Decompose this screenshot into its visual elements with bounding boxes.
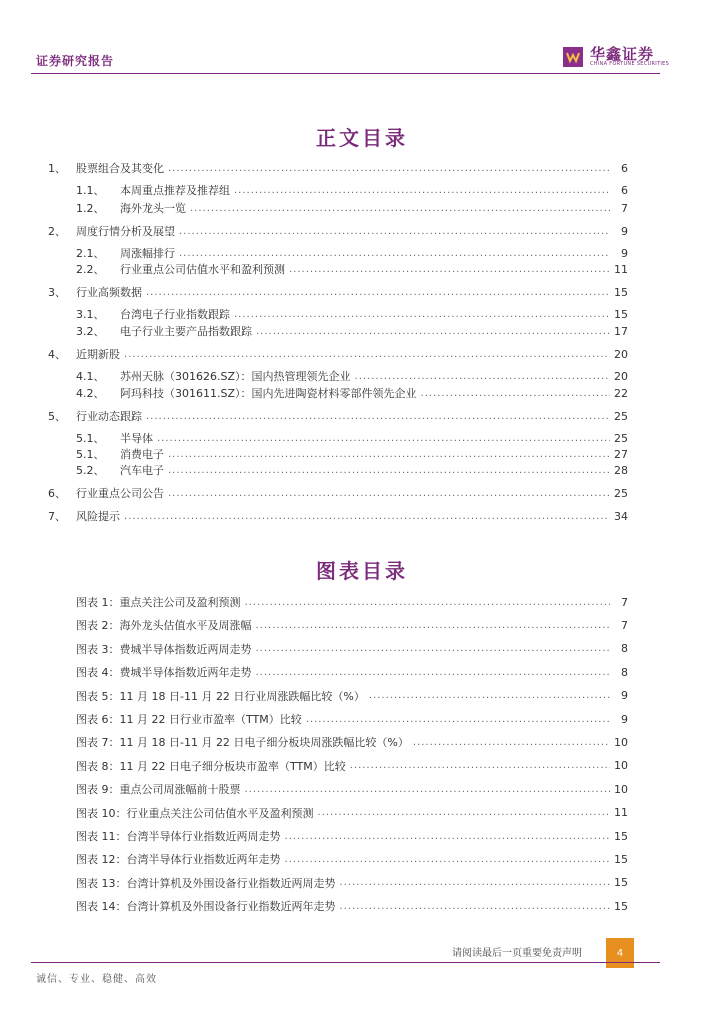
figure-entry[interactable] xyxy=(76,875,628,891)
figure-entry-title: 图表 9：重点公司周涨幅前十股票 xyxy=(76,783,241,797)
toc-entry-title: 阿玛科技（301611.SZ）：国内先进陶瓷材料零部件领先企业 xyxy=(120,387,417,400)
figure-entry-page: 10 xyxy=(614,759,628,773)
toc-entry-page: 20 xyxy=(614,369,628,383)
page-header xyxy=(0,0,724,75)
figure-leader-dots xyxy=(285,831,611,842)
figure-leader-dots xyxy=(369,690,610,701)
toc-entry[interactable] xyxy=(48,284,628,300)
toc-entry-number: 3.2、 xyxy=(76,325,105,338)
toc-entry[interactable] xyxy=(76,306,628,322)
figure-entry-page: 15 xyxy=(614,852,628,866)
figures-title: 图表目录 xyxy=(316,559,408,583)
figure-entry-page: 10 xyxy=(614,735,628,749)
toc-leader-dots xyxy=(168,163,610,174)
toc-entry-page: 34 xyxy=(614,509,628,523)
figure-entry-page: 15 xyxy=(614,829,628,843)
toc-leader-dots xyxy=(234,309,610,320)
figure-leader-dots xyxy=(306,714,610,725)
toc-entry[interactable] xyxy=(76,446,628,462)
toc-entry-page: 7 xyxy=(621,201,628,215)
disclaimer-note: 请阅读最后一页重要免责声明 xyxy=(452,948,582,959)
figure-leader-dots xyxy=(256,667,611,678)
toc-entry-title: 股票组合及其变化 xyxy=(76,162,164,175)
figure-entry-title: 图表 1：重点关注公司及盈利预测 xyxy=(76,596,241,609)
toc-entry[interactable] xyxy=(76,261,628,277)
toc-entry-number: 5.2、 xyxy=(76,464,105,477)
toc-leader-dots xyxy=(124,349,610,360)
toc-entry-page: 25 xyxy=(614,409,628,423)
toc-entry-page: 25 xyxy=(614,431,628,445)
figure-entry-title: 图表 10：行业重点关注公司估值水平及盈利预测 xyxy=(76,806,314,820)
figure-entry-title: 图表 14：台湾计算机及外围设备行业指数近两年走势 xyxy=(76,900,336,914)
figure-entry-page: 8 xyxy=(621,642,628,656)
figure-entry-title: 图表 8：11 月 22 日电子细分板块市盈率（TTM）比较 xyxy=(76,759,346,773)
header-divider xyxy=(31,73,660,74)
toc-entry-page: 17 xyxy=(614,324,628,338)
toc-entry-page: 9 xyxy=(621,224,628,238)
figure-entry-title: 图表 7：11 月 18 日-11 月 22 日电子细分板块周涨跌幅比较（%） xyxy=(76,736,409,750)
toc-entry-number: 4.2、 xyxy=(76,387,105,400)
figure-entry[interactable] xyxy=(76,758,628,774)
toc-title: 正文目录 xyxy=(316,126,408,150)
toc-leader-dots xyxy=(190,203,610,214)
toc-leader-dots xyxy=(124,511,610,522)
toc-entry-title: 电子行业主要产品指数跟踪 xyxy=(120,325,252,338)
toc-entry-title: 台湾电子行业指数跟踪 xyxy=(120,308,230,321)
toc-entry-title: 半导体 xyxy=(120,432,153,445)
report-type-label: 证券研究报告 xyxy=(36,54,115,68)
figure-entry-page: 9 xyxy=(621,689,628,703)
page-number: 4 xyxy=(606,938,634,968)
toc-entry-page: 9 xyxy=(621,246,628,260)
logo-text-cn: 华鑫证券 xyxy=(590,45,655,63)
toc-entry-number: 5.1、 xyxy=(76,432,105,445)
toc-entry-number: 4.1、 xyxy=(76,370,105,383)
logo-text-en: CHINA FORTUNE SECURITIES xyxy=(590,61,670,67)
figure-leader-dots xyxy=(340,901,611,912)
figure-entry[interactable] xyxy=(76,851,628,867)
figure-entry-title: 图表 11：台湾半导体行业指数近两周走势 xyxy=(76,830,281,843)
figure-entry[interactable] xyxy=(76,594,628,610)
toc-entry[interactable] xyxy=(76,182,628,198)
toc-entry-page: 28 xyxy=(614,463,628,477)
figure-entry-page: 15 xyxy=(614,876,628,890)
toc-entry[interactable] xyxy=(76,430,628,446)
toc-entry-number: 1.1、 xyxy=(76,184,105,197)
toc-entry-title: 行业重点公司公告 xyxy=(76,487,164,500)
toc-entry[interactable] xyxy=(76,385,628,401)
toc-leader-dots xyxy=(355,371,610,382)
figure-entry[interactable] xyxy=(76,617,628,633)
toc-entry[interactable] xyxy=(76,245,628,261)
toc-entry-number: 5.1、 xyxy=(76,448,105,461)
logo-mark-icon xyxy=(563,47,583,67)
toc-entry-number: 2.1、 xyxy=(76,247,105,260)
toc-entry[interactable] xyxy=(76,462,628,478)
toc-entry[interactable] xyxy=(76,200,628,216)
figure-entry-page: 11 xyxy=(614,806,628,820)
toc-entry-page: 6 xyxy=(621,183,628,197)
toc-entry-number: 2.2、 xyxy=(76,263,105,276)
toc-leader-dots xyxy=(168,488,610,499)
figure-entry[interactable] xyxy=(76,734,628,750)
figure-entry-page: 10 xyxy=(614,782,628,796)
figure-entry-page: 15 xyxy=(614,899,628,913)
figure-entry-page: 7 xyxy=(621,595,628,609)
figure-entry[interactable] xyxy=(76,641,628,657)
toc-leader-dots xyxy=(146,411,610,422)
toc-leader-dots xyxy=(179,226,610,237)
toc-leader-dots xyxy=(146,287,610,298)
toc-leader-dots xyxy=(157,433,610,444)
toc-entry-title: 周涨幅排行 xyxy=(120,247,175,260)
toc-entry-title: 风险提示 xyxy=(76,510,120,523)
toc-entry-title: 行业高频数据 xyxy=(76,286,142,299)
toc-entry-title: 消费电子 xyxy=(120,448,164,461)
toc-entry[interactable] xyxy=(48,408,628,424)
figure-entry[interactable] xyxy=(76,781,628,797)
figure-entry-page: 9 xyxy=(621,712,628,726)
toc-entry-title: 海外龙头一览 xyxy=(120,202,186,215)
figure-entry-title: 图表 2：海外龙头估值水平及周涨幅 xyxy=(76,619,252,633)
figure-entry[interactable] xyxy=(76,664,628,680)
figure-entry-title: 图表 13：台湾计算机及外围设备行业指数近两周走势 xyxy=(76,876,336,890)
toc-entry-number: 1、 xyxy=(48,162,66,175)
toc-entry-number: 6、 xyxy=(48,487,66,500)
toc-entry-title: 行业动态跟踪 xyxy=(76,410,142,423)
figure-leader-dots xyxy=(318,807,611,818)
toc-leader-dots xyxy=(421,388,610,399)
toc-entry[interactable] xyxy=(48,508,628,524)
toc-entry-page: 6 xyxy=(621,161,628,175)
toc-entry[interactable] xyxy=(48,223,628,239)
toc-entry-number: 1.2、 xyxy=(76,202,105,215)
figure-leader-dots xyxy=(245,784,611,795)
figure-entry-title: 图表 12：台湾半导体行业指数近两年走势 xyxy=(76,853,281,867)
figure-entry[interactable] xyxy=(76,711,628,727)
figure-leader-dots xyxy=(340,877,611,888)
toc-entry-number: 2、 xyxy=(48,225,66,238)
figure-entry-title: 图表 6：11 月 22 日行业市盈率（TTM）比较 xyxy=(76,713,302,726)
figure-entry-title: 图表 3：费城半导体指数近两周走势 xyxy=(76,642,252,656)
figure-leader-dots xyxy=(350,760,610,771)
figure-leader-dots xyxy=(413,737,610,748)
toc-entry-page: 25 xyxy=(614,486,628,500)
toc-leader-dots xyxy=(234,185,610,196)
figure-entry-page: 8 xyxy=(621,665,628,679)
figure-entry[interactable] xyxy=(76,688,628,704)
toc-entry[interactable] xyxy=(76,323,628,339)
figure-entry[interactable] xyxy=(76,898,628,914)
toc-leader-dots xyxy=(168,465,610,476)
figure-entry-title: 图表 4：费城半导体指数近两年走势 xyxy=(76,666,252,680)
figure-entry[interactable] xyxy=(76,828,628,844)
toc-entry-page: 27 xyxy=(614,447,628,461)
toc-entry-number: 3、 xyxy=(48,286,66,299)
toc-leader-dots xyxy=(289,264,610,275)
toc-entry[interactable] xyxy=(48,346,628,362)
figure-leader-dots xyxy=(256,620,611,631)
toc-leader-dots xyxy=(168,449,610,460)
figure-leader-dots xyxy=(285,854,611,865)
footer-divider xyxy=(31,962,660,963)
toc-entry-number: 7、 xyxy=(48,510,66,523)
figure-leader-dots xyxy=(256,643,611,654)
toc-leader-dots xyxy=(179,248,610,259)
toc-entry-page: 20 xyxy=(614,347,628,361)
toc-entry-title: 汽车电子 xyxy=(120,464,164,477)
toc-entry-page: 22 xyxy=(614,386,628,400)
toc-entry[interactable] xyxy=(48,160,628,176)
toc-entry-number: 3.1、 xyxy=(76,308,105,321)
toc-entry[interactable] xyxy=(48,485,628,501)
toc-entry-page: 15 xyxy=(614,285,628,299)
figure-entry-page: 7 xyxy=(621,618,628,632)
toc-entry-number: 5、 xyxy=(48,410,66,423)
toc-entry-title: 苏州天脉（301626.SZ）：国内热管理领先企业 xyxy=(120,370,351,383)
toc-entry[interactable] xyxy=(76,368,628,384)
footer-slogan: 诚信、专业、稳健、高效 xyxy=(36,974,157,985)
toc-entry-number: 4、 xyxy=(48,348,66,361)
figure-entry[interactable] xyxy=(76,805,628,821)
toc-entry-page: 15 xyxy=(614,307,628,321)
figure-entry-title: 图表 5：11 月 18 日-11 月 22 日行业周涨跌幅比较（%） xyxy=(76,689,365,703)
toc-entry-page: 11 xyxy=(614,262,628,276)
toc-leader-dots xyxy=(256,326,610,337)
toc-entry-title: 行业重点公司估值水平和盈利预测 xyxy=(120,263,285,276)
toc-entry-title: 近期新股 xyxy=(76,348,120,361)
toc-entry-title: 周度行情分析及展望 xyxy=(76,225,175,238)
figure-leader-dots xyxy=(245,597,611,608)
toc-entry-title: 本周重点推荐及推荐组 xyxy=(120,184,230,197)
